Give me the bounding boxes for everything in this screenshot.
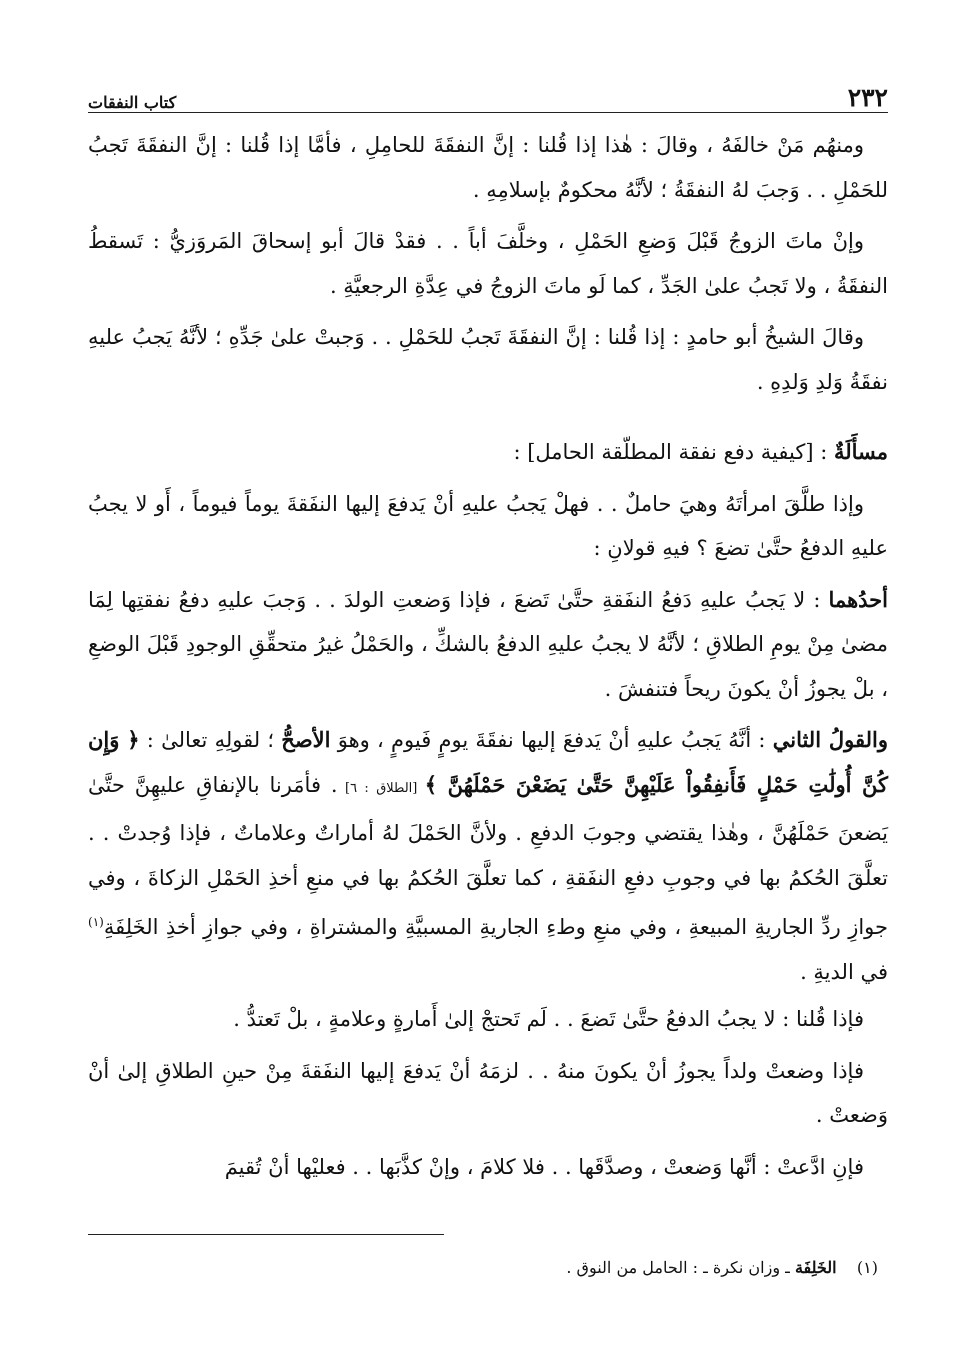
footnote-text: ـ وزان نكرة ـ : الحامل من النوق . <box>566 1258 795 1277</box>
paragraph: وإذا طلَّقَ امرأتَهُ وهيَ حاملٌ . . فهلْ يَجبُ عليهِ أنْ يَدفعَ إليها النفَقةَ يوماً فيوماً ، أَو لا يجبُ عليهِ الدفعُ حتَّىٰ تضعَ ؟ فيهِ قولانِ : <box>88 491 888 560</box>
quran-verse: ﴿ وَإِن كُنَّ أُولَٰتِ حَمْلٍ فَأَنفِقُواْ عَلَيْهِنَّ حَتَّىٰ يَضَعْنَ حَمْلَهُنَّ ﴾ <box>88 727 888 797</box>
body-text <box>88 123 888 1189</box>
paragraph-text: : لا يَجبُ عليهِ دَفعُ النفَقةِ حتَّىٰ تَضعَ ، فإذا وَضعتِ الولدَ . . وَجبَ عليهِ دفعُ نفقتِها لِمَا مضىٰ مِنْ يومِ الطلاقِ ؛ لأنَّهُ لا يجبُ عليهِ الدفعُ بالشكِّ ، والحَمْلُ غيرُ متحقِّقِ الوجودِ قَبْلَ الوضعِ ، بلْ يجوزُ أنْ يكونَ ريحاً فتنفشَ . <box>88 587 888 701</box>
paragraph <box>88 578 888 712</box>
paragraph: فإنِ ادَّعتْ : أنَّها وَضعتْ ، وصدَّقَها . . فلا كلامَ ، وإنْ كذَّبَها . . فعليْها أنْ تُقيمَ <box>224 1154 864 1179</box>
footnote-divider <box>88 1234 444 1235</box>
paragraph-text: في الديةِ . <box>800 959 888 984</box>
masala-label: مسأَلَةٌ <box>833 439 888 464</box>
first-opinion-label: أحدُهما <box>828 586 888 612</box>
paragraph-text: . فأمَرنا بالإنفاقِ عليهِنَّ حتَّىٰ يَضعنَ حَمْلَهُنَّ ، وهٰذا يقتضي وجوبَ الدفعِ . ولأنَّ الحَمْلَ لهُ أماراتٌ وعلاماتٌ ، فإذا وُجدتْ . . تعلَّقَ الحُكمُ بها في وجوبِ دفعِ النفَقةِ ، كما تعلَّقَ الحُكمُ بها في منعِ أخذِ الحَمْلِ الزكاةَ ، وفي جوازِ ردِّ الجاريةِ المبيعةِ ، وفي منعِ وطءِ الجاريةِ المسبيَّةِ والمشتراةِ ، وفي جوازِ أخذِ الخَلِفَةِ <box>88 772 888 939</box>
section-title: : [كيفية دفع نفقة المطلّقة الحامل] : <box>513 440 834 464</box>
paragraph: وقالَ الشيخُ أبو حامدٍ : إذا قُلنا : إنَّ النفقَةَ تَجبُ للحَمْلِ . . وَجبتْ علىٰ جَدِّهِ ؛ لأنَّهُ يَجبُ عليهِ نفقَةُ وَلدِ وَلدِهِ . <box>88 325 888 394</box>
paragraph: فإذا قُلنا : لا يجبُ الدفعُ حتَّىٰ تَضعَ . . لَم تَحتجْ إلىٰ أَمارةٍ وعلامةٍ ، بلْ تَعتدُّ . <box>233 1007 864 1031</box>
paragraph-text: ؛ لقولِهِ تعالىٰ : <box>139 728 282 752</box>
running-header <box>88 78 888 113</box>
book-page <box>88 78 889 1277</box>
footnote-number: (١) <box>856 1258 878 1277</box>
book-title: كتاب النفقات <box>88 93 177 112</box>
paragraph <box>88 718 888 994</box>
footnote <box>566 1258 878 1277</box>
page-number: ٢٣٢ <box>847 83 888 112</box>
preferred-label: الأصحُّ <box>281 727 331 752</box>
section-heading <box>88 430 888 475</box>
paragraph-text: : أنَّهُ يَجبُ عليهِ أنْ يَدفعَ إليها نفقَةَ يومٍ فَيومٍ ، وهوَ <box>330 728 773 752</box>
paragraph: فإذا وضعتْ ولداً يجوزُ أنْ يكونَ منهُ . . لزمَهُ أنْ يَدفعَ إليها النفَقةَ مِنْ حينِ الطلاقِ إلىٰ أنْ وَضعتْ . <box>88 1058 888 1127</box>
second-opinion-label: والقولُ الثاني <box>772 727 889 752</box>
footnote-marker[interactable]: (١) <box>88 915 104 929</box>
verse-reference: [الطلاق : ٦] <box>337 780 425 796</box>
paragraph: وإنْ ماتَ الزوجُ قَبْلَ وَضعِ الحَمْلِ ، وخلَّفَ أباً . . فقدْ قالَ أبو إسحاقَ المَروَزيُّ : تَسقطُ النفقَةُ ، ولا تَجبُ علىٰ الجَدِّ ، كما لَو ماتَ الزوجُ في عِدَّةِ الرجعيَّةِ . <box>88 229 888 298</box>
paragraph: ومنهُم مَنْ خالفَهُ ، وقالَ : هٰذا إذا قُلنا : إنَّ النفقَةَ للحامِلِ ، فأمَّا إذا قُلنا : إنَّ النفقَةَ تَجبُ للحَمْلِ . . وَجبَ لهُ النفقَةُ ؛ لأنَّهُ محكومٌ بإسلامِهِ . <box>88 133 888 202</box>
footnote-term: الخَلِفَة <box>794 1258 837 1277</box>
